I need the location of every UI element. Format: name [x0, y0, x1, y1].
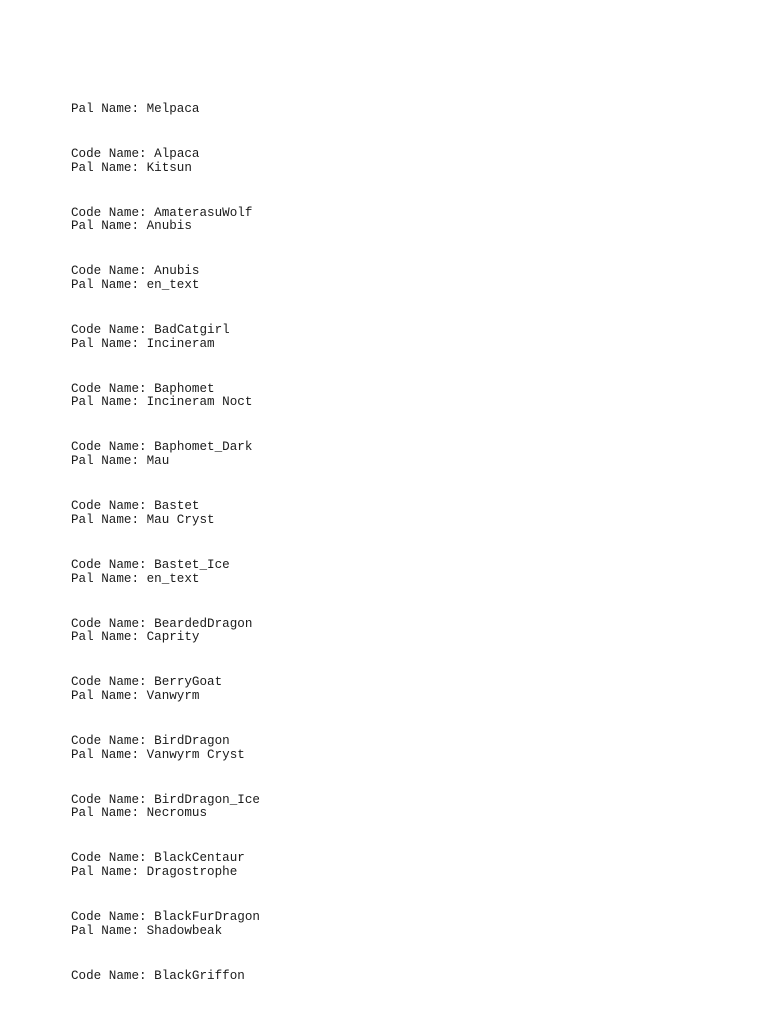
- pal-name-line: [71, 337, 711, 352]
- pal-name-line: [71, 630, 711, 645]
- pal-entry: [71, 424, 711, 514]
- pal-entry: [71, 718, 711, 807]
- code-name-value: BlackFurDragon: [154, 909, 260, 924]
- pal-name-line: [71, 806, 711, 821]
- code-name-value: BlackGriffon: [154, 968, 245, 983]
- pal-name-value: Necromus: [146, 806, 208, 821]
- pal-name-value: en_text: [146, 278, 200, 293]
- pal-entry: [71, 776, 711, 866]
- code-name-line: [71, 969, 711, 984]
- pal-name-line: [71, 454, 711, 469]
- pal-name-line: [71, 395, 711, 410]
- code-name-label: Code Name:: [71, 616, 155, 631]
- pal-entry: [71, 248, 711, 338]
- pal-name-label: Pal Name:: [71, 336, 147, 351]
- pal-name-label: Pal Name:: [71, 923, 147, 938]
- code-name-value: Anubis: [154, 264, 200, 279]
- code-name-value: AmaterasuWolf: [154, 205, 253, 220]
- pal-name-line: [71, 219, 711, 234]
- code-name-label: Code Name:: [71, 147, 155, 161]
- code-name-value: Baphomet_Dark: [154, 440, 253, 455]
- pal-name-value: Anubis: [146, 219, 192, 234]
- pal-entry: [71, 72, 711, 161]
- code-name-value: BerryGoat: [154, 675, 223, 690]
- code-name-label: Code Name:: [71, 968, 155, 983]
- code-name-value: Bastet: [154, 499, 200, 514]
- pal-name-label: Pal Name:: [71, 278, 147, 293]
- code-name-label: Code Name:: [71, 205, 155, 220]
- pal-name-value: Dragostrophe: [146, 864, 238, 879]
- pal-name-label: Pal Name:: [71, 864, 147, 879]
- pal-entry: [71, 131, 711, 220]
- pal-name-value: Melpaca: [146, 102, 200, 116]
- code-name-label: Code Name:: [71, 557, 155, 572]
- pal-name-value: Kitsun: [146, 160, 192, 175]
- pal-name-value: Caprity: [146, 630, 200, 645]
- pal-name-line: [71, 924, 711, 939]
- pal-name-label: Pal Name:: [71, 395, 147, 410]
- pal-name-label: Pal Name:: [71, 219, 147, 234]
- pal-name-label: Pal Name:: [71, 102, 147, 116]
- pal-name-label: Pal Name:: [71, 512, 147, 527]
- document-page: [71, 72, 711, 983]
- pal-name-value: Vanwyrm: [146, 688, 200, 703]
- pal-name-value: Shadowbeak: [146, 923, 223, 938]
- code-name-value: BeardedDragon: [154, 616, 253, 631]
- pal-name-value: Incineram: [146, 336, 215, 351]
- pal-name-line: [71, 513, 711, 528]
- pal-name-value: Mau Cryst: [146, 512, 215, 527]
- code-name-label: Code Name:: [71, 909, 155, 924]
- code-name-value: BirdDragon: [154, 733, 230, 748]
- code-name-label: Code Name:: [71, 264, 155, 279]
- pal-entry: [71, 894, 711, 983]
- pal-name-line: [71, 161, 711, 176]
- code-name-label: Code Name:: [71, 851, 155, 866]
- pal-entry: [71, 307, 711, 396]
- pal-name-label: Pal Name:: [71, 630, 147, 645]
- pal-entry: [71, 835, 711, 924]
- code-name-value: Bastet_Ice: [154, 557, 230, 572]
- pal-entry: [71, 542, 711, 631]
- code-name-value: Alpaca: [154, 147, 200, 161]
- pal-name-label: Pal Name:: [71, 688, 147, 703]
- pal-name-line: [71, 689, 711, 704]
- pal-name-line: [71, 278, 711, 293]
- pal-entry: [71, 365, 711, 455]
- pal-name-label: Pal Name:: [71, 454, 147, 469]
- pal-entry: [71, 483, 711, 572]
- pal-name-label: Pal Name:: [71, 160, 147, 175]
- pal-name-line: [71, 102, 711, 117]
- pal-name-line: [71, 865, 711, 880]
- pal-name-line: [71, 748, 711, 763]
- pal-entry: [71, 600, 711, 690]
- code-name-label: Code Name:: [71, 792, 155, 807]
- code-name-value: BadCatgirl: [154, 323, 230, 338]
- code-name-label: Code Name:: [71, 733, 155, 748]
- code-name-value: BlackCentaur: [154, 851, 245, 866]
- pal-name-label: Pal Name:: [71, 571, 147, 586]
- pal-name-value: en_text: [146, 571, 200, 586]
- code-name-value: Baphomet: [154, 381, 215, 396]
- pal-name-label: Pal Name:: [71, 806, 147, 821]
- pal-name-line: [71, 572, 711, 587]
- code-name-label: Code Name:: [71, 440, 155, 455]
- pal-name-label: Pal Name:: [71, 747, 147, 762]
- code-name-label: Code Name:: [71, 675, 155, 690]
- pal-name-value: Vanwyrm Cryst: [146, 747, 245, 762]
- pal-entry: [71, 659, 711, 748]
- pal-entry: [71, 189, 711, 279]
- code-name-label: Code Name:: [71, 381, 155, 396]
- code-name-label: Code Name:: [71, 323, 155, 338]
- pal-name-value: Mau: [146, 454, 170, 469]
- pal-name-value: Incineram Noct: [146, 395, 253, 410]
- code-name-label: Code Name:: [71, 499, 155, 514]
- code-name-value: BirdDragon_Ice: [154, 792, 260, 807]
